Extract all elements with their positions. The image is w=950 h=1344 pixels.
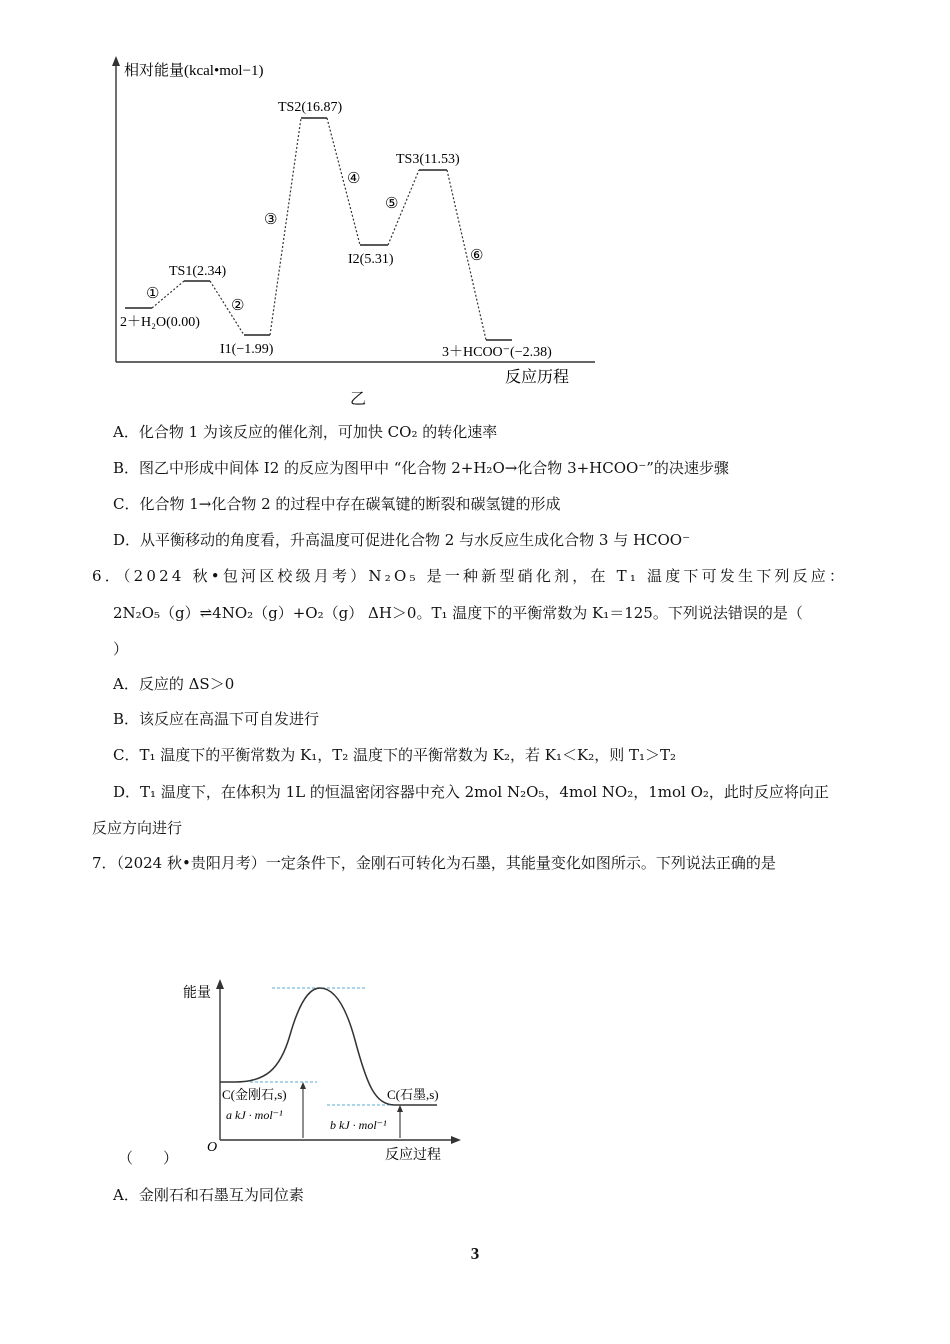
label-ts3: TS3(11.53) (396, 152, 460, 167)
q6-option-a: A．反应的 ΔS＞0 (113, 675, 235, 693)
q5-option-a: A．化合物 1 为该反应的催化剂，可加快 CO₂ 的转化速率 (113, 423, 498, 441)
label-end: 3＋HCOO⁻(−2.38) (442, 345, 552, 360)
b-label: b kJ · mol⁻¹ (330, 1118, 387, 1132)
q6-option-b: B．该反应在高温下可自发进行 (113, 710, 320, 728)
q7-paren: （ ） (118, 1149, 179, 1167)
energy-profile-figure (100, 50, 620, 390)
q7-option-a: A．金刚石和石墨互为同位素 (113, 1186, 304, 1204)
q6-stem-line2: 2N₂O₅（g）⇌4NO₂（g）+O₂（g） ΔH＞0。T₁ 温度下的平衡常数为 K₁＝125。下列说法错误的是（ (113, 604, 803, 622)
y-axis-arrow (216, 979, 224, 989)
label-i2: I2(5.31) (348, 252, 394, 267)
a-label: a kJ · mol⁻¹ (226, 1108, 283, 1122)
diamond-label: C(金刚石,s) (222, 1087, 287, 1102)
step-marker-3: ③ (264, 212, 278, 228)
y-axis-label: 能量 (183, 986, 211, 1001)
graphite-label: C(石墨,s) (387, 1087, 439, 1102)
step-marker-6: ⑥ (470, 248, 484, 264)
step-marker-4: ④ (347, 171, 361, 187)
q5-option-b: B．图乙中形成中间体 I2 的反应为图甲中 “化合物 2+H₂O→化合物 3+HCOO⁻”的决速步骤 (113, 459, 729, 477)
label-ts2: TS2(16.87) (278, 100, 343, 115)
x-axis-arrow (451, 1136, 461, 1144)
step-marker-1: ① (146, 286, 160, 302)
label-i1: I1(−1.99) (220, 342, 274, 357)
q6-option-c: C．T₁ 温度下的平衡常数为 K₁，T₂ 温度下的平衡常数为 K₂，若 K₁＜K₂，则 T₁＞T₂ (113, 746, 677, 764)
b-arrow-head (397, 1105, 403, 1112)
q6-option-d-line2: 反应方向进行 (92, 819, 183, 837)
q5-option-d: D．从平衡移动的角度看，升高温度可促进化合物 2 与水反应生成化合物 3 与 HCOO⁻ (113, 531, 691, 549)
q7-stem: 7．（2024 秋•贵阳月考）一定条件下，金刚石可转化为石墨，其能量变化如图所示。下列说法正确的是 (92, 854, 776, 872)
page-number: 3 (470, 1244, 480, 1263)
label-ts1: TS1(2.34) (169, 264, 227, 279)
step-marker-2: ② (231, 298, 245, 314)
x-axis-label: 反应过程 (385, 1148, 441, 1163)
diamond-graphite-figure (175, 975, 475, 1165)
label-start: 2＋H₂O(0.00) (120, 315, 200, 330)
q6-option-d-line1: D．T₁ 温度下，在体积为 1L 的恒温密闭容器中充入 2mol N₂O₅，4mol NO₂，1mol O₂，此时反应将向正 (113, 783, 829, 801)
y-axis-label: 相对能量(kcal•mol−1) (124, 63, 264, 79)
step-marker-5: ⑤ (385, 196, 399, 212)
figure-caption: 乙 (350, 389, 367, 408)
y-axis-arrow (112, 56, 120, 66)
q6-stem-line3: ） (113, 640, 129, 658)
q5-option-c: C．化合物 1→化合物 2 的过程中存在碳氧键的断裂和碳氢键的形成 (113, 495, 561, 513)
q6-stem-line1: 6．（2024 秋•包河区校级月考）N₂O₅ 是一种新型硝化剂，在 T₁ 温度下可发生下列反应： (92, 567, 848, 585)
a-arrow-head (300, 1082, 306, 1089)
origin-label: O (207, 1140, 218, 1155)
x-axis-label: 反应历程 (505, 369, 570, 386)
